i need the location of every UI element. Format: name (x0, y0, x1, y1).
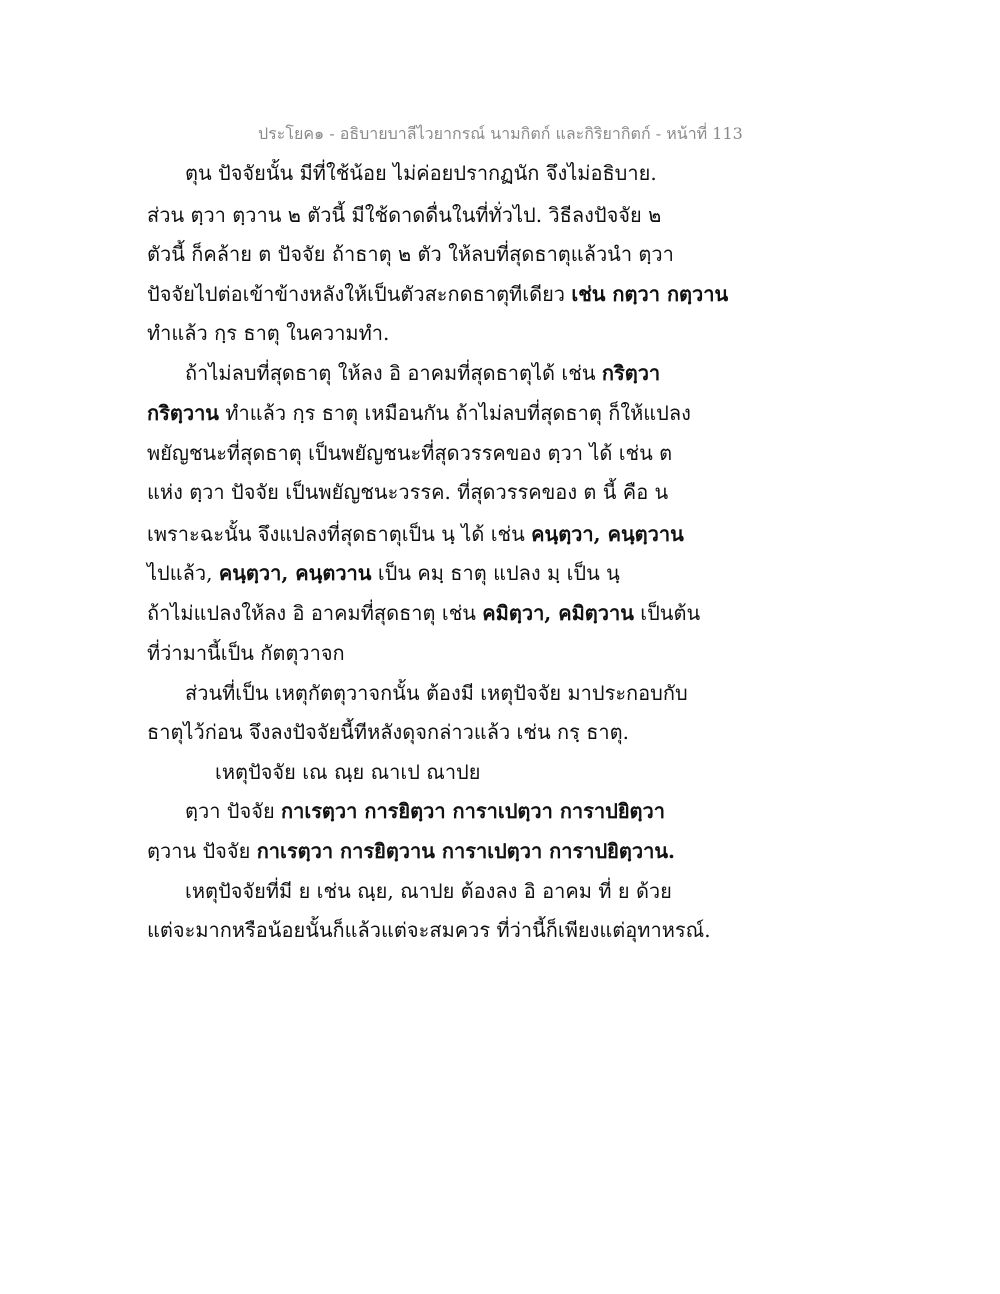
text-segment: เพราะฉะนั้น จึงแปลงที่สุดธาตุเป็น นฺ ได้ เช่น (147, 522, 532, 546)
text-segment: ทำแล้ว กฺร ธาตุ ในความทำ. (147, 321, 390, 345)
text-line (147, 440, 707, 466)
text-segment: แห่ง ตฺวา ปัจจัย เป็นพยัญชนะวรรค. ที่สุดวรรคของ ต นี้ คือ น (147, 480, 669, 504)
text-segment: เป็นต้น (633, 601, 701, 625)
text-segment: แต่จะมากหรือน้อยนั้นก็แล้วแต่จะสมควร ที่ว่านี้ก็เพียงแต่อุทาหรณ์. (147, 918, 711, 942)
text-line (147, 479, 707, 505)
text-segment: ที่ว่ามานี้เป็น กัตตุวาจก (147, 641, 345, 665)
text-segment: ตุน ปัจจัยนั้น มีที่ใช้น้อย ไม่ค่อยปรากฏนัก จึงไม่อธิบาย. (185, 161, 657, 185)
text-segment: ตฺวาน ปัจจัย (147, 839, 257, 863)
bold-term: กริตฺวาน (147, 401, 219, 425)
text-line (147, 320, 707, 346)
bold-term: กริตฺวา (601, 361, 661, 385)
text-segment: ถ้าไม่แปลงให้ลง อิ อาคมที่สุดธาตุ เช่น (147, 601, 483, 625)
bold-term: กาเรตฺวา การยิตฺวาน การาเปตฺวา การาปยิตฺวาน. (256, 839, 675, 863)
text-line (147, 281, 729, 307)
text-line (147, 838, 707, 864)
text-line (147, 640, 707, 666)
text-line (185, 680, 745, 706)
text-segment: ตัวนี้ ก็คล้าย ต ปัจจัย ถ้าธาตุ ๒ ตัว ให้ลบที่สุดธาตุแล้วนำ ตฺวา (147, 242, 674, 266)
text-line (185, 360, 745, 386)
text-line (185, 160, 745, 186)
text-segment: ถ้าไม่ลบที่สุดธาตุ ให้ลง อิ อาคมที่สุดธาตุได้ เช่น (185, 361, 602, 385)
text-segment: ปัจจัยไปต่อเข้าข้างหลังให้เป็นตัวสะกดธาตุทีเดียว (147, 282, 572, 306)
text-line (185, 878, 745, 904)
text-line (147, 202, 707, 228)
text-segment: พยัญชนะที่สุดธาตุ เป็นพยัญชนะที่สุดวรรคของ ตฺวา ได้ เช่น ต (147, 441, 673, 465)
bold-term: คนฺตฺวา, คนฺตฺวาน (531, 522, 684, 546)
text-segment: ส่วนที่เป็น เหตุกัตตุวาจกนั้น ต้องมี เหตุปัจจัย มาประกอบกับ (185, 681, 688, 705)
text-segment: ธาตุไว้ก่อน จึงลงปัจจัยนี้ทีหลังดุจกล่าวแล้ว เช่น กรฺ ธาตุ. (147, 720, 629, 744)
text-segment: เหตุปัจจัย เณ ณฺย ณาเป ณาปย (215, 760, 481, 784)
text-line (147, 917, 711, 943)
text-segment: ทำแล้ว กฺร ธาตุ เหมือนกัน ถ้าไม่ลบที่สุดธาตุ ก็ให้แปลง (218, 401, 691, 425)
bold-term: คนฺตฺวา, คนฺตวาน (218, 561, 372, 585)
text-line (147, 719, 707, 745)
text-line (185, 798, 745, 824)
text-line (215, 759, 775, 785)
bold-term: กาเรตฺวา การยิตฺวา การาเปตฺวา การาปยิตฺวา (281, 799, 665, 823)
bold-term: เช่น กตฺวา กตฺวาน (571, 282, 729, 306)
text-line (147, 521, 707, 547)
text-line (147, 241, 707, 267)
text-line (147, 600, 707, 626)
text-segment: ตฺวา ปัจจัย (185, 799, 282, 823)
text-segment: ส่วน ตฺวา ตฺวาน ๒ ตัวนี้ มีใช้ดาดดื่นในที่ทั่วไป. วิธีลงปัจจัย ๒ (147, 203, 662, 227)
text-segment: ไปแล้ว, (147, 561, 219, 585)
text-segment: เป็น คมฺ ธาตุ แปลง มฺ เป็น นฺ (371, 561, 620, 585)
text-segment: เหตุปัจจัยที่มี ย เช่น ณฺย, ณาปย ต้องลง อิ อาคม ที่ ย ด้วย (185, 879, 672, 903)
bold-term: คมิตฺวา, คมิตฺวาน (482, 601, 634, 625)
running-header: ประโยค๑ - อธิบายบาลีไวยากรณ์ นามกิตก์ และกิริยากิตก์ - หน้าที่ 113 (258, 124, 743, 143)
text-line (147, 560, 707, 586)
text-line (147, 400, 707, 426)
